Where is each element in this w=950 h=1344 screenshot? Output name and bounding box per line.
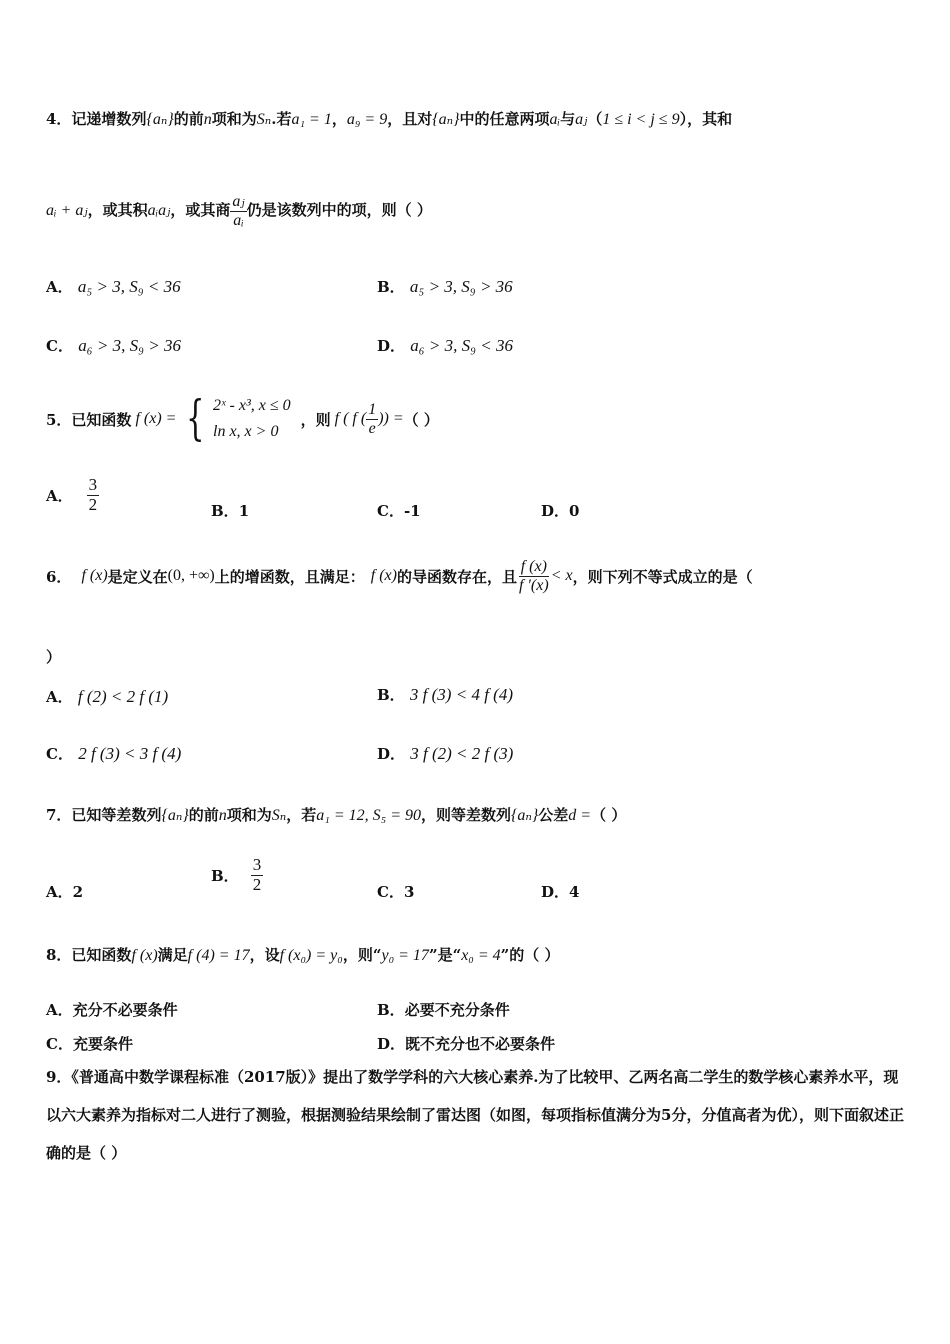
- q6-option-b[interactable]: [377, 684, 513, 705]
- q5-expr-frac: [366, 401, 378, 437]
- q8-option-a[interactable]: [46, 999, 178, 1020]
- q4-quotient: [230, 193, 246, 229]
- left-brace-icon: {: [186, 390, 205, 446]
- q9-stem: 9．《普通高中数学课程标准（2017版）》提出了数学学科的六大核心素养.为了比较甲、乙两名高二学生的数学核心素养水平，现以六大素养为指标对二人进行了测验，根据测验结果绘制了雷达图（如图，每项指标值满分为5分，分值高者为优），则下面叙述正确的是（ ）: [46, 1068, 904, 1162]
- q5-expr: f ( f (: [334, 410, 367, 427]
- q5-option-d[interactable]: [541, 500, 579, 521]
- option-text: 必要不充分条件: [404, 1001, 510, 1019]
- q7-option-b[interactable]: [211, 856, 263, 894]
- q4-text: （: [587, 110, 603, 128]
- option-text: 0: [569, 502, 580, 520]
- q6-option-a[interactable]: [46, 686, 168, 707]
- option-text: a₆ > 3, S₉ > 36: [78, 336, 181, 355]
- q6-interval: (0, +∞): [167, 567, 215, 585]
- q4-line2: [46, 193, 432, 229]
- q4-quotient-num: aⱼ: [232, 193, 245, 210]
- option-text: 3 f (3) < 4 f (4): [409, 685, 513, 704]
- q8-text: 满足: [157, 946, 188, 964]
- option-text: 1: [238, 502, 250, 520]
- q5-option-b[interactable]: [211, 500, 249, 521]
- q8-stem: [46, 944, 560, 965]
- option-label: C．: [46, 745, 73, 763]
- q4-option-d[interactable]: [377, 335, 513, 356]
- q6-lt: < x: [550, 567, 573, 585]
- q7-d: d =: [568, 807, 592, 824]
- q8-condition: f (x₀) = y₀: [279, 947, 343, 964]
- option-label: D．: [541, 502, 570, 520]
- q8-prefix: 8．已知函数: [46, 946, 132, 964]
- q4-text: .若: [271, 110, 292, 128]
- q7-option-a[interactable]: [46, 881, 83, 902]
- option-label: A．: [46, 486, 73, 505]
- q4-text: ），其和: [679, 110, 733, 128]
- q7-sn: Sₙ: [271, 807, 287, 824]
- q4-text: ，或其商: [170, 201, 231, 220]
- q4-a1: a₁ = 1: [291, 111, 332, 128]
- q4-text: 的前: [173, 110, 204, 128]
- q7-text: ，则等差数列: [420, 806, 511, 824]
- option-label: D．: [377, 337, 406, 355]
- q8-condition: y₀ = 17: [381, 947, 429, 964]
- option-text: -1: [403, 502, 421, 520]
- option-text: 2 f (3) < 3 f (4): [78, 744, 182, 763]
- q7-text: 公差: [538, 806, 569, 824]
- option-label: B．: [377, 1001, 405, 1019]
- option-text: a₆ > 3, S₉ < 36: [410, 336, 514, 355]
- option-label: C．: [46, 1035, 73, 1053]
- option-text: a₅ > 3, S₉ > 36: [409, 277, 513, 296]
- q7-text: （ ）: [591, 806, 627, 824]
- option-frac: [251, 856, 264, 894]
- q7-stem: [46, 804, 626, 825]
- q8-text: ，则“: [342, 946, 382, 964]
- q4-seq: {aₙ}: [146, 111, 174, 128]
- q8-option-b[interactable]: [377, 999, 510, 1020]
- q5-option-a[interactable]: [46, 476, 99, 514]
- option-text: 充要条件: [72, 1035, 133, 1053]
- q6-stem: [46, 558, 753, 594]
- q4-a9: a₉ = 9: [346, 111, 388, 128]
- option-text: 3 f (2) < 2 f (3): [410, 744, 514, 763]
- option-text: 2: [72, 883, 84, 901]
- option-label: A．: [46, 688, 73, 706]
- q7-option-d[interactable]: [541, 881, 579, 902]
- q4-n: n: [203, 111, 212, 128]
- q5-text: ，则: [300, 410, 331, 429]
- option-frac: [87, 476, 100, 514]
- q6-option-d[interactable]: [377, 743, 513, 764]
- q5-expr: )) =: [378, 410, 404, 427]
- q4-option-b[interactable]: [377, 276, 513, 297]
- q4-product: aᵢaⱼ: [147, 202, 171, 220]
- q6-text: ，则下列不等式成立的是（: [572, 567, 753, 586]
- q7-text: 项和为: [226, 806, 272, 824]
- option-text: 4: [569, 883, 580, 901]
- q4-text: 中的任意两项: [459, 110, 550, 128]
- q6-fx: f (x): [370, 567, 397, 585]
- q5-case1: 2ˣ - x³, x ≤ 0: [213, 397, 291, 414]
- option-label: A．: [46, 1001, 73, 1019]
- q7-text: 的前: [188, 806, 219, 824]
- option-label: D．: [541, 883, 570, 901]
- q5-text: （ ）: [403, 410, 439, 429]
- option-text: 既不充分也不必要条件: [405, 1035, 556, 1053]
- q7-text: ，若: [286, 806, 317, 824]
- q7-n: n: [218, 807, 227, 824]
- option-label: B．: [211, 866, 239, 885]
- q4-option-a[interactable]: [46, 276, 181, 297]
- q5-piecewise: [180, 390, 291, 446]
- q5-prefix: 5．已知函数: [46, 410, 132, 429]
- q4-line1: [46, 108, 732, 129]
- q5-expr-den: e: [368, 419, 376, 437]
- option-text: 3: [403, 883, 415, 901]
- option-frac-den: 2: [88, 494, 98, 514]
- q7-condition: a₁ = 12, S₅ = 90: [316, 807, 421, 824]
- q8-text: ，设: [249, 946, 280, 964]
- q6-text: 的导函数存在，且: [396, 567, 517, 586]
- q6-close: ）: [46, 648, 62, 666]
- q6-option-c[interactable]: [46, 743, 181, 764]
- q4-condition: 1 ≤ i < j ≤ 9: [602, 111, 680, 128]
- option-label: B．: [377, 686, 405, 704]
- q4-text: 与: [560, 110, 576, 128]
- option-label: C．: [377, 502, 404, 520]
- q6-ratio: [517, 558, 551, 594]
- q6-fx: f (x): [81, 567, 108, 585]
- q5-case2: ln x, x > 0: [213, 423, 279, 440]
- q5-stem: [46, 390, 439, 446]
- option-text: f (2) < 2 f (1): [77, 687, 169, 706]
- q6-text: 上的增函数，且满足：: [214, 567, 365, 586]
- q8-condition: x₀ = 4: [461, 947, 501, 964]
- q7-seq: {aₙ}: [511, 807, 539, 824]
- q8-condition: f (4) = 17: [187, 947, 250, 964]
- q8-option-c[interactable]: [46, 1033, 133, 1054]
- q4-seq: {aₙ}: [432, 111, 460, 128]
- option-label: D．: [377, 1035, 406, 1053]
- q6-ratio-num: f (x): [520, 558, 547, 575]
- q5-option-c[interactable]: [377, 500, 421, 521]
- option-frac-num: 3: [252, 855, 262, 874]
- q4-prefix: 4．记递增数列: [46, 110, 147, 128]
- q5-expr-num: 1: [368, 400, 377, 418]
- q7-prefix: 7．已知等差数列: [46, 806, 162, 824]
- q8-fx: f (x): [131, 947, 158, 964]
- option-text: a₅ > 3, S₉ < 36: [77, 277, 181, 296]
- q4-quotient-den: aᵢ: [233, 211, 244, 229]
- q4-sum: aᵢ + aⱼ: [46, 202, 88, 220]
- q4-ai: aᵢ: [549, 111, 561, 128]
- q5-fx: f (x) =: [135, 410, 177, 427]
- option-label: B．: [377, 278, 405, 296]
- q4-text: ，或其积: [87, 201, 148, 220]
- q6-number: 6．: [46, 567, 72, 586]
- q4-text: ，且对: [387, 110, 433, 128]
- option-label: A．: [46, 883, 73, 901]
- q7-option-c[interactable]: [377, 881, 414, 902]
- q4-sep: ，: [331, 110, 347, 128]
- q7-seq: {aₙ}: [161, 807, 189, 824]
- q4-text: 项和为: [211, 110, 257, 128]
- option-label: D．: [377, 745, 406, 763]
- option-frac-den: 2: [252, 874, 262, 894]
- option-label: C．: [46, 337, 73, 355]
- option-frac-num: 3: [88, 475, 98, 494]
- q4-sn: Sₙ: [256, 111, 272, 128]
- option-label: C．: [377, 883, 404, 901]
- q8-text: ”是“: [428, 946, 462, 964]
- q8-text: ”的（ ）: [500, 946, 560, 964]
- option-label: B．: [211, 502, 239, 520]
- q6-text: 是定义在: [107, 567, 168, 586]
- q6-ratio-den: f ′(x): [518, 576, 549, 594]
- q8-option-d[interactable]: [377, 1033, 555, 1054]
- q4-aj: aⱼ: [575, 111, 588, 128]
- option-text: 充分不必要条件: [72, 1001, 178, 1019]
- q4-option-c[interactable]: [46, 335, 181, 356]
- q4-text: 仍是该数列中的项，则（ ）: [246, 201, 432, 220]
- option-label: A．: [46, 278, 73, 296]
